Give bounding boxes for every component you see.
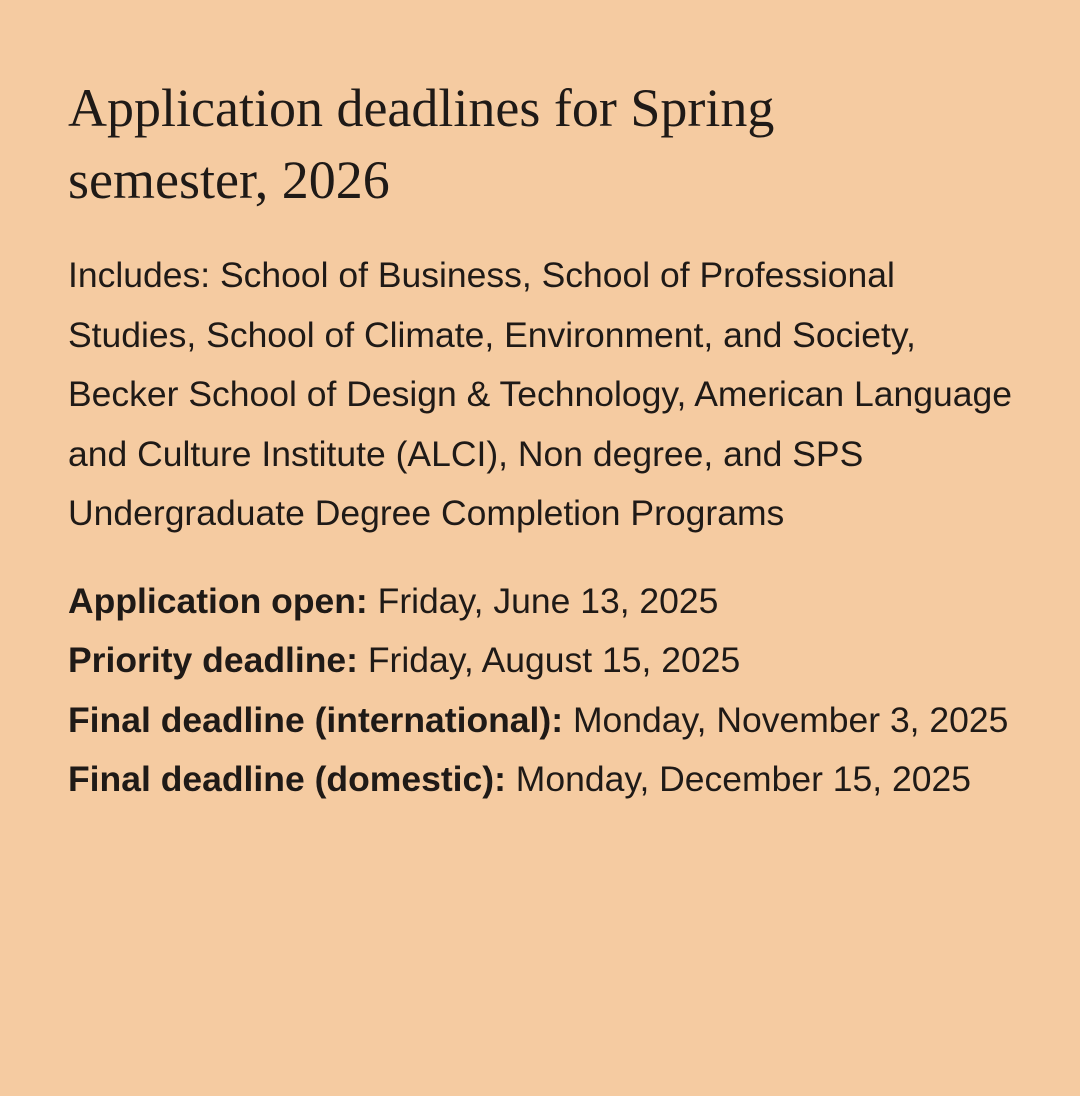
deadline-date: Friday, June 13, 2025 [377,580,719,621]
deadline-date: Monday, November 3, 2025 [572,699,1009,740]
includes-text: Includes: School of Business, School of Professional Studies, School of Climate, Environment, and Society, Becker School of Design & Technology, American Language and Culture Institute (ALCI), Non degree, and SPS Undergraduate Degree Completion Programs [68,255,1012,533]
deadline-list [68,572,1020,810]
deadline-label: Final deadline (international): [68,699,564,740]
deadline-label: Priority deadline: [68,640,358,680]
page-title: Application deadlines for Spring semester, 2026 [68,78,775,210]
deadline-date: Monday, December 15, 2025 [515,759,971,799]
deadline-date: Friday, August 15, 2025 [367,640,741,680]
deadline-label: Final deadline (domestic): [68,759,506,799]
deadline-priority [68,631,1020,691]
deadline-final-domestic [68,750,1020,810]
deadline-application-open [68,572,1020,632]
deadline-final-international [68,691,1020,751]
deadline-label: Application open: [68,580,368,621]
